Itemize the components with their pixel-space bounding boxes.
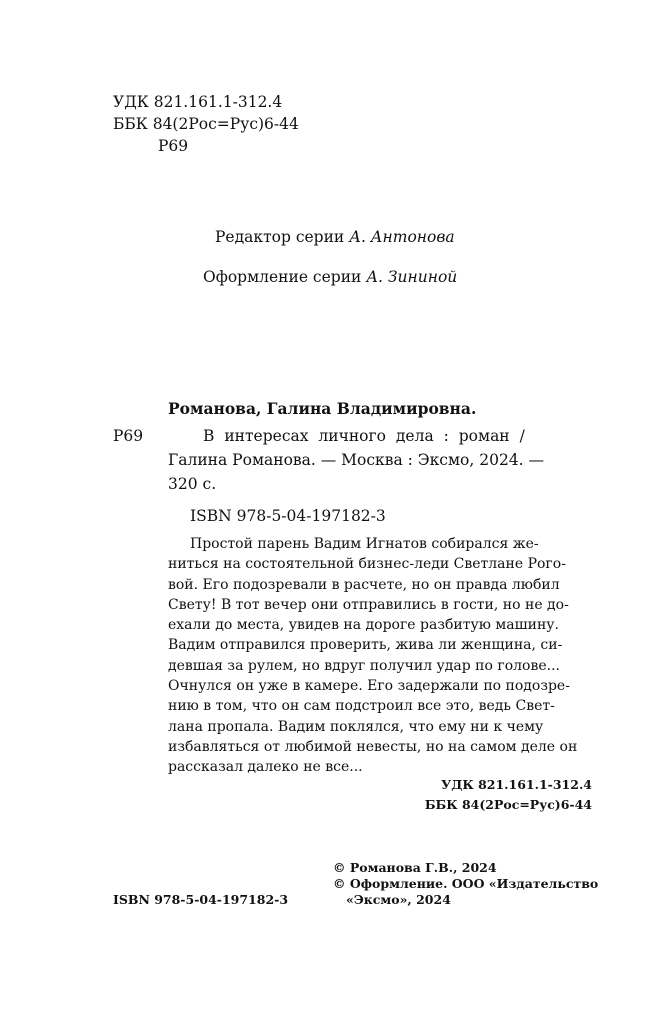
annotation-line: Очнулся он уже в камере. Его задержали по подозре- <box>168 678 570 695</box>
annotation-line: лана пропала. Вадим поклялся, что ему ни к чему <box>168 718 544 735</box>
annotation-line: Вадим отправился проверить, жива ли женщина, си- <box>168 637 563 654</box>
series-design <box>203 266 457 288</box>
annotation-line: девшая за рулем, но вдруг получил удар по голове... <box>168 657 560 674</box>
series-editor-name: А. Антонова <box>349 228 455 246</box>
annotation-line: нию в том, что он сам подстроил все это, ведь Свет- <box>168 698 555 715</box>
bib-description-line: В интересах личного дела : роман / <box>203 427 525 445</box>
author-mark: Р69 <box>158 137 189 155</box>
series-design-label: Оформление серии <box>203 268 362 286</box>
annotation-udk: УДК 821.161.1-312.4 <box>441 777 592 792</box>
series-editor-label: Редактор серии <box>215 228 345 246</box>
annotation-line: рассказал далеко не все... <box>168 759 363 776</box>
author-heading: Романова, Галина Владимировна. <box>168 399 477 418</box>
copyright-publisher: «Эксмо», 2024 <box>346 892 451 907</box>
udk-code: УДК 821.161.1-312.4 <box>113 93 283 111</box>
annotation-line: Простой парень Вадим Игнатов собирался же- <box>190 536 539 552</box>
annotation <box>168 534 593 778</box>
series-editor <box>215 226 455 248</box>
copyright-author: © Романова Г.В., 2024 <box>333 860 497 875</box>
footer-isbn: ISBN 978-5-04-197182-3 <box>113 892 289 907</box>
bib-description-line: 320 с. <box>168 475 217 493</box>
annotation-line: вой. Его подозревали в расчете, но он правда любил <box>168 576 560 593</box>
annotation-line: ниться на состоятельной бизнес-леди Светлане Рого- <box>168 556 566 573</box>
bbk-code: ББК 84(2Рос=Рус)6-44 <box>113 115 299 133</box>
bib-author-mark: Р69 <box>113 427 144 445</box>
series-design-name: А. Зининой <box>366 268 458 286</box>
annotation-line: избавляться от любимой невесты, но на самом деле он <box>168 738 578 755</box>
bib-isbn: ISBN 978-5-04-197182-3 <box>190 507 386 525</box>
annotation-line: ехали до места, увидев на дороге разбитую машину. <box>168 617 559 634</box>
copyright-design: © Оформление. ООО «Издательство <box>333 876 599 891</box>
bib-description-line: Галина Романова. — Москва : Эксмо, 2024. — <box>168 451 545 469</box>
annotation-line: Свету! В тот вечер они отправились в гости, но не до- <box>168 596 569 613</box>
annotation-bbk: ББК 84(2Рос=Рус)6-44 <box>424 797 592 812</box>
